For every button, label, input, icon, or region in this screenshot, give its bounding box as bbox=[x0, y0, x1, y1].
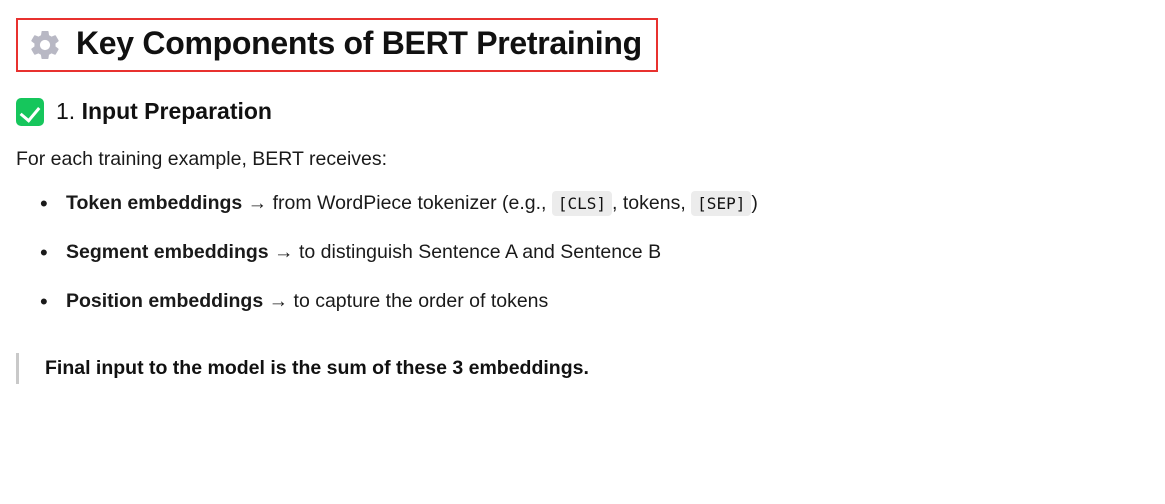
bullet-term: Segment embeddings bbox=[66, 240, 269, 263]
list-item bbox=[16, 191, 1149, 216]
list-item bbox=[16, 240, 1149, 265]
intro-paragraph: For each training example, BERT receives: bbox=[16, 148, 388, 170]
bullet-text: from WordPiece tokenizer (e.g., bbox=[272, 191, 547, 214]
bullet-arrow: → bbox=[274, 240, 294, 263]
bullet-text: to distinguish Sentence A and Sentence B bbox=[298, 240, 662, 263]
page-title-annotated-box bbox=[16, 18, 658, 72]
section-heading bbox=[16, 98, 1149, 126]
list-item bbox=[16, 289, 1149, 314]
code-token-cls: [CLS] bbox=[552, 191, 612, 216]
callout-note: Final input to the model is the sum of these 3 embeddings. bbox=[16, 353, 1149, 384]
gear-icon bbox=[28, 28, 62, 62]
code-token-sep: [SEP] bbox=[691, 191, 751, 216]
bullet-arrow: → bbox=[247, 191, 268, 214]
section-number: 1. bbox=[56, 98, 76, 125]
page-title: Key Components of BERT Pretraining bbox=[76, 25, 642, 62]
bullet-text: to capture the order of tokens bbox=[293, 290, 549, 313]
section-title: Input Preparation bbox=[81, 98, 272, 125]
bullet-arrow: → bbox=[268, 290, 289, 313]
bullet-list bbox=[16, 191, 1149, 315]
green-check-box-icon bbox=[16, 98, 44, 126]
bullet-text-end: ) bbox=[751, 191, 758, 214]
section-title-wrapper bbox=[56, 98, 272, 126]
bullet-text-middle: , tokens, bbox=[612, 191, 686, 214]
bullet-term: Position embeddings bbox=[66, 290, 264, 313]
bullet-term: Token embeddings bbox=[66, 191, 243, 214]
